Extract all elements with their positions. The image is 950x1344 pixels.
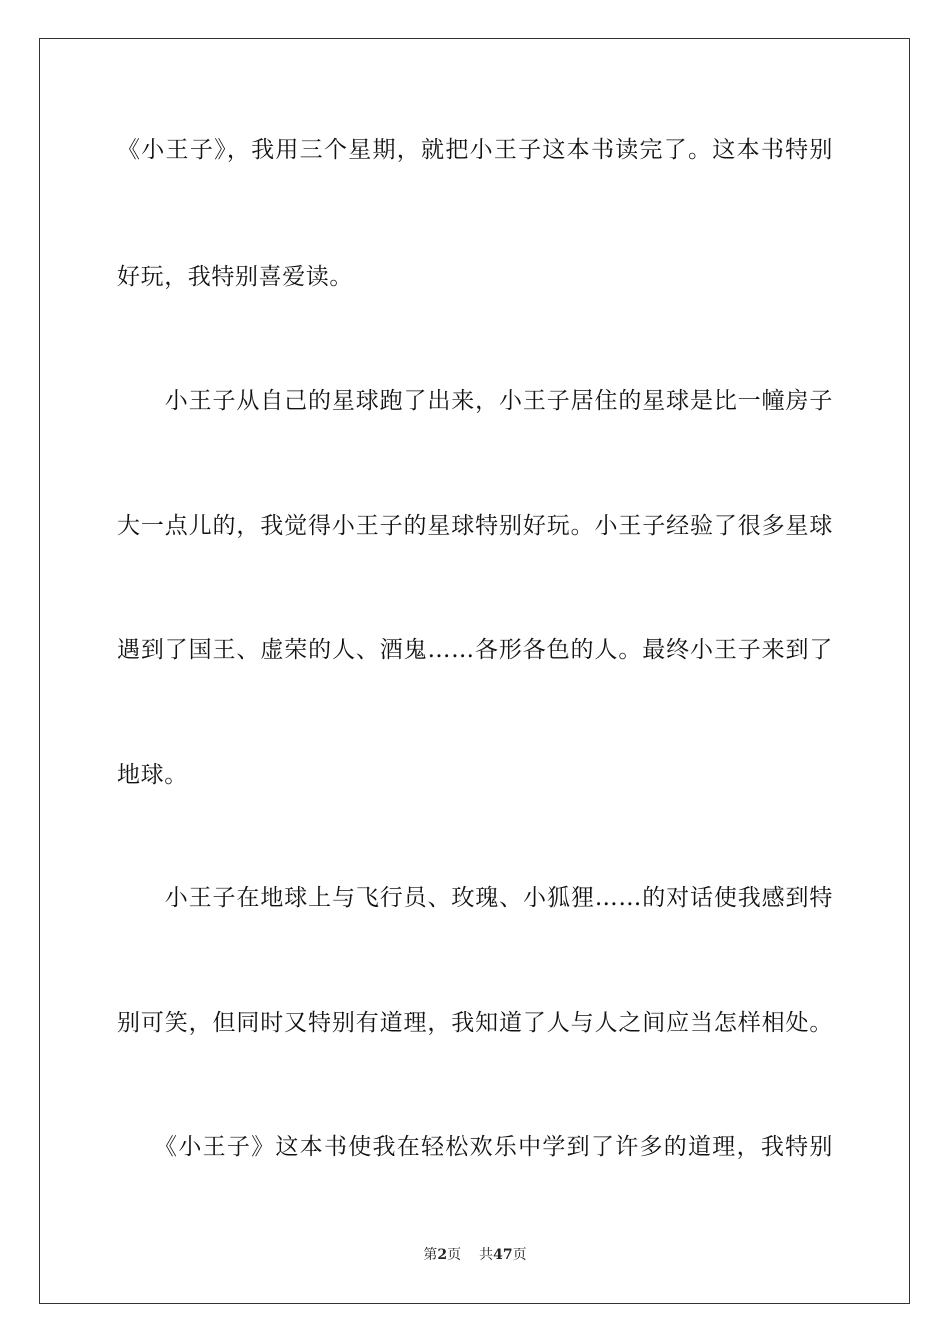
footer-total-prefix: 共 [479,1247,494,1263]
footer-page-prefix: 第 [423,1247,438,1263]
text-line-7: 小王子在地球上与飞行员、玫瑰、小狐狸……的对话使我感到特 [117,885,833,911]
text-line-8: 别可笑，但同时又特别有道理，我知道了人与人之间应当怎样相处。 [117,1010,833,1036]
text-line-6: 地球。 [117,762,188,788]
page-footer [0,1246,950,1264]
footer-total-suffix: 页 [512,1247,527,1263]
text-line-4: 大一点儿的，我觉得小王子的星球特别好玩。小王子经验了很多星球 [117,513,833,539]
text-line-1: 《小王子》，我用三个星期，就把小王子这本书读完了。这本书特别 [117,137,833,163]
footer-page-suffix: 页 [447,1247,462,1263]
footer-page-number: 2 [437,1247,448,1263]
footer-total-pages: 47 [493,1247,513,1263]
page-frame [39,38,910,1304]
text-line-3: 小王子从自己的星球跑了出来，小王子居住的星球是比一幢房子 [117,388,833,414]
text-line-2: 好玩，我特别喜爱读。 [117,264,353,290]
text-line-5: 遇到了国王、虚荣的人、酒鬼……各形各色的人。最终小王子来到了 [117,637,833,663]
text-line-9: 《小王子》这本书使我在轻松欢乐中学到了许多的道理，我特别 [117,1134,833,1160]
